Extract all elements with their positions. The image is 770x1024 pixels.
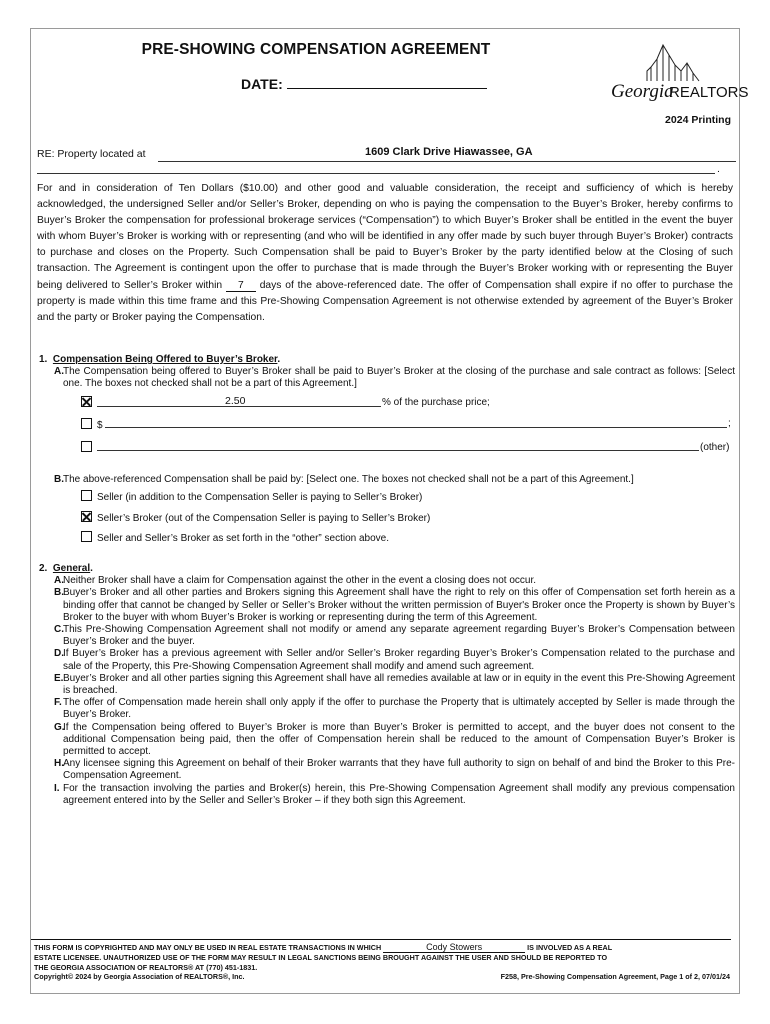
payer-both-checkbox[interactable] (81, 531, 92, 542)
property-row (37, 148, 737, 160)
document-title: PRE-SHOWING COMPENSATION AGREEMENT (141, 41, 491, 58)
payer-sellers-broker-checkbox[interactable] (81, 511, 92, 522)
footer-licensee-suffix: IS INVOLVED AS A REAL (527, 943, 613, 952)
property-period: . (717, 163, 720, 175)
dollar-semicolon: ; (728, 418, 731, 429)
section-2-item (39, 783, 735, 807)
section-2-item (39, 624, 735, 648)
payer-option-sellers-broker[interactable] (81, 511, 430, 524)
other-checkbox[interactable] (81, 441, 92, 452)
printing-year: 2024 Printing (665, 114, 731, 126)
payer-seller-checkbox[interactable] (81, 490, 92, 501)
item-label: G. (54, 721, 65, 733)
item-label: A. (54, 575, 64, 587)
item-text: If Buyer’s Broker has a previous agreement with Seller and/or Seller’s Broker regarding Buyer’s Broker’s Compensation related to the purchase and sale of the Property, this Pre-Showing Compensation Agreement shall modify and amend such agreement. (63, 648, 735, 672)
option-dollar[interactable] (81, 418, 103, 431)
percent-checkbox[interactable] (81, 396, 92, 407)
dollar-amount-field[interactable] (105, 417, 727, 428)
item-label: F. (54, 697, 62, 709)
item-text: If the Compensation being offered to Buyer’s Broker is more than Buyer’s Broker is permitted to accept, and the buyer does not consent to the additional Compensation being paid, then the offer of Compensation herein shall be reduced to the amount of Compensation Buyer’s Broker is permitted to accept. (63, 721, 735, 758)
section-1 (39, 354, 735, 391)
footer-line-2: ESTATE LICENSEE. UNAUTHORIZED USE OF THE FORM MAY RESULT IN LEGAL SANCTIONS BEING BROUGHT AGAINST THE USER AND SHOULD BE REPORTED TO (34, 953, 608, 962)
date-field[interactable] (241, 76, 487, 92)
logo-text-georgia: Georgia (611, 81, 674, 102)
date-blank[interactable] (287, 76, 487, 89)
section-1-heading: 1. Compensation Being Offered to Buyer’s Broker. (39, 354, 281, 365)
item-text: Buyer’s Broker and all other parties and Brokers signing this Agreement shall have the right to rely on this offer of Compensation set forth herein as a binding offer that cannot be changed by Seller or Seller’s Broker without the written permission of Buyer's Broker once the Property is shown by Buyer’s Broker to the buyer with whom Buyer’s Broker is working or representing during the term of this Agreement. (63, 587, 735, 623)
dollar-sign: $ (97, 420, 103, 431)
footer-form-id: F258, Pre-Showing Compensation Agreement, Page 1 of 2, 07/01/24 (500, 972, 730, 982)
property-address: 1609 Clark Drive Hiawassee, GA (365, 146, 533, 158)
section-2-item (39, 673, 735, 697)
item-text: Neither Broker shall have a claim for Compensation against the other in the event a closing does not occur. (63, 575, 537, 587)
item-label: B. (54, 474, 64, 485)
logo-text-realtors: REALTORS (669, 84, 749, 101)
percent-suffix: % of the purchase price; (382, 397, 490, 408)
section-1-title: Compensation Being Offered to Buyer’s Broker (52, 354, 278, 365)
intro-text-part2: days of the above-referenced date. The offer of Compensation shall expire if no offer to purchase the property is made within this time frame and this Pre-Showing Compensation Agreement is not otherwise extended by agreement of the Buyer’s Broker and the party or Broker paying the Compensation. (37, 279, 733, 323)
payer-option-seller[interactable] (81, 490, 422, 503)
property-address-line2[interactable] (37, 173, 715, 174)
item-label: B. (54, 587, 64, 599)
item-text: This Pre-Showing Compensation Agreement shall not modify or amend any separate agreement regarding Buyer’s Broker’s Compensation between Buyer’s Broker and the buyer. (63, 624, 735, 648)
date-label: DATE: (241, 76, 283, 92)
other-field[interactable] (97, 440, 699, 451)
item-label: E. (54, 672, 64, 684)
item-label: C. (54, 624, 64, 636)
section-2-item (39, 697, 735, 721)
item-text: For the transaction involving the parties and Broker(s) herein, this Pre-Showing Compensation Agreement shall modify any previous compensation agreement entered into by the Seller and Seller’s Broker – if they both sign this Agreement. (63, 782, 735, 806)
footer-divider (31, 939, 731, 940)
section-2-item (39, 575, 735, 587)
property-label: RE: Property located at (37, 148, 146, 160)
section-2-number: 2. (39, 563, 48, 574)
other-suffix: (other) (700, 442, 730, 453)
footer (34, 943, 734, 982)
item-label: H. (54, 758, 64, 770)
item-text: Buyer’s Broker and all other parties signing this Agreement shall have all remedies available at law or in equity in the event this Pre-Showing Agreement is breached. (63, 672, 735, 697)
item-text: Any licensee signing this Agreement on behalf of their Broker warrants that they have full authority to sign on behalf of and bind the Broker to this Pre-Compensation Agreement. (63, 758, 735, 782)
property-address-field[interactable] (158, 148, 736, 162)
section-2 (39, 563, 735, 807)
percent-field[interactable] (97, 396, 381, 407)
footer-copyright-notice: THIS FORM IS COPYRIGHTED AND MAY ONLY BE USED IN REAL ESTATE TRANSACTIONS IN WHICH (34, 943, 382, 952)
dollar-checkbox[interactable] (81, 418, 92, 429)
payer-sellers-broker-label: Seller’s Broker (out of the Compensation Seller is paying to Seller’s Broker) (97, 513, 431, 524)
intro-text-part1: For and in consideration of Ten Dollars ($10.00) and other good and valuable consideration, the receipt and sufficiency of which is hereby acknowledged, the undersigned Seller and/or Seller’s Broker, depending on who is paying the compensation to the Buyer’s Broker, hereby confirms to Buyer’s Broker the compensation for professional brokerage services (“Compensation”) to which Buyer’s Broker shall be entitled in the event the buyer with whom Buyer’s Broker is working with or representing (and who will be identified in any offer made by such buyer through Buyer’s Broker) contracts to purchase and closes on the Property. Such Compensation shall be paid to Buyer’s Broker by the party identified below at the Closing of such transaction. The Agreement is contingent upon the offer to purchase that is made through the Buyer’s Broker working with or representing the Buyer being delivered to Seller’s Broker within (37, 183, 733, 291)
option-percent[interactable] (81, 396, 97, 409)
section-1-number: 1. (39, 354, 48, 365)
footer-line-3: THE GEORGIA ASSOCIATION OF REALTORS® AT (770) 451-1831. (34, 962, 258, 972)
section-2-item (39, 758, 735, 782)
footer-copyright: Copyright© 2024 by Georgia Association of REALTORS®, Inc. (34, 972, 245, 982)
payer-seller-label: Seller (in addition to the Compensation Seller is paying to Seller’s Broker) (97, 492, 423, 503)
section-2-title: General (52, 563, 91, 574)
intro-paragraph (37, 181, 733, 326)
section-2-heading: 2. General. (39, 563, 93, 574)
footer-line-1 (34, 943, 734, 953)
item-label: A. (54, 366, 64, 378)
georgia-realtors-logo (607, 37, 749, 107)
item-b-row (39, 474, 735, 486)
section-2-item (39, 587, 735, 624)
section-2-item (39, 722, 735, 759)
licensee-name-field[interactable]: Cody Stowers (383, 943, 525, 953)
days-field[interactable]: 7 (226, 280, 256, 292)
percent-value: 2.50 (225, 395, 246, 407)
item-label: I. (54, 782, 60, 794)
item-text: The offer of Compensation made herein shall only apply if the offer to purchase the Property that is ultimately accepted by Seller is made through the Buyer’s Broker. (63, 697, 735, 721)
item-label: D. (54, 648, 64, 660)
section-2-item (39, 648, 735, 672)
option-other[interactable] (81, 441, 97, 454)
document-page (30, 28, 749, 994)
section-1-item-b (39, 474, 735, 486)
payer-option-both[interactable] (81, 531, 389, 544)
payer-both-label: Seller and Seller’s Broker as set forth in the “other” section above. (97, 533, 390, 544)
footer-line-4 (34, 972, 734, 982)
section-1-item-a (39, 366, 735, 390)
item-text: The above-referenced Compensation shall be paid by: [Select one. The boxes not checked shall not be a part of this Agreement.] (63, 474, 634, 485)
item-text: The Compensation being offered to Buyer’s Broker shall be paid to Buyer’s Broker at the closing of the purchase and sale contract as follows: [Select one. The boxes not checked shall not be a part of this Agreement.] (63, 366, 735, 390)
